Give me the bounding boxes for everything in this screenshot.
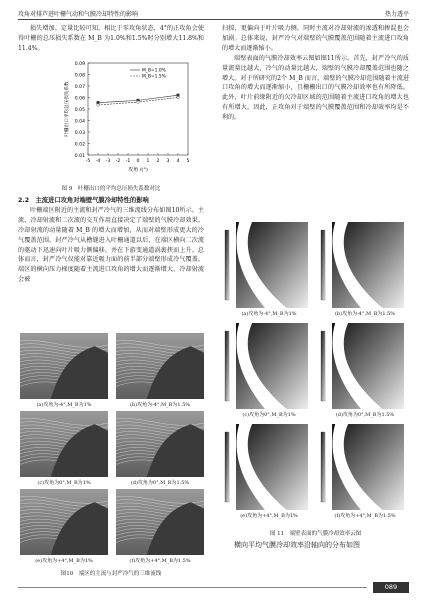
x-tick-label: 2 <box>156 159 160 164</box>
subfigure-label: (c)攻角为0°,M_B为1% <box>37 480 91 486</box>
x-axis-label: 攻角 /(°) <box>128 167 148 173</box>
x-tick-label: 5 <box>186 159 190 164</box>
x-tick-label: -5 <box>85 159 91 164</box>
section-heading: 2.2 主流进口攻角对端壁气膜冷却特性的影响 <box>18 197 149 204</box>
paragraph: 叶栅端区附近的主流和封严冷气的三维流线分布如图10所示。主流、冷却射流和二次流的交互作用直接决定了端壁的气膜冷却效果。冷却射流的动量随着 M_B 的增大而增加，从而对端壁形成更大的冷气覆盖范围。封严冷气从槽缝进入叶栅通道以后，在端区横向二次流的驱动下迅速向叶片吸力侧偏移，并在下游变通道涡裹挟而上升。总体而言，封严冷气仅能对靠近吸力面的前半部分端壁形成冷气覆盖。端区的横向压力梯度随着主流进口攻角的增大而逐渐增大，冷却射流会被 <box>18 206 204 284</box>
x-tick-label: 4 <box>176 159 180 164</box>
x-tick-label: 1 <box>146 159 150 164</box>
subfigure-label: (d)攻角为0°,M_B为1.5% <box>130 480 190 486</box>
loss-coefficient-chart <box>30 57 200 177</box>
right-column-bottom <box>222 541 409 551</box>
streamlines <box>116 333 204 399</box>
x-tick-label: 3 <box>166 159 170 164</box>
y-tick-label: 0.07 <box>74 84 85 90</box>
streamlines <box>116 489 204 555</box>
y-tick-label: 0.03 <box>74 130 85 136</box>
plot-frame <box>88 63 188 155</box>
data-point <box>137 101 140 104</box>
figure-10 <box>20 333 204 569</box>
figure-11 <box>222 222 409 526</box>
contour <box>222 323 308 409</box>
figure-9 <box>30 57 200 177</box>
subfigure-label: (a)攻角为-4°,M_B为1% <box>36 402 92 408</box>
y-axis-label: 叶栅出口平均总压损失系数 <box>65 81 70 137</box>
streamlines <box>116 411 204 477</box>
streamline-plot <box>20 489 108 555</box>
streamline-plot <box>116 489 204 555</box>
streamline-plot <box>20 333 108 399</box>
streamlines <box>20 489 108 555</box>
streamlines <box>20 333 108 399</box>
subfigure-label: (f)攻角为+4°,M_B为1.5% <box>334 513 396 519</box>
paragraph: 扫掠，更偏向于叶片吸力侧，同时主流对冷却射流的渗透和掺混也会加剧。总体来说，封严冷气对端壁的气膜覆盖范围随着主流进口攻角的增大而逐渐缩小。 <box>222 25 409 52</box>
paragraph: 端壁表面的气膜冷却效率云图如图11所示。首先，封严冷气的质量流量比越大，冷气的动量比越大，端壁的气膜冷却覆盖范围也随之增大。对于所研究的2个 M_B 而言，端壁的气膜冷却范围随着主流进口攻角的增大而逐渐缩小，且栅栅出口的气膜冷却效率也有所降低。此外，叶片前缘附近的欠冷却区域的范围随着主流进口攻角的增大也有所增大。因此，正攻角对于端壁的气膜覆盖范围和冷却效率均是不利的。 <box>222 54 409 122</box>
data-point <box>97 104 100 107</box>
paragraph: 损失增加。定量比较可知，相比于零攻角状态，4°的正攻角会使得叶栅的总压损失系数在 M_B 为1.0%和1.5%时分别增大11.8%和11.4%。 <box>18 25 204 52</box>
left-column-section <box>18 196 204 285</box>
x-tick-label: 0 <box>136 159 140 164</box>
footer-rule <box>18 587 367 588</box>
y-tick-label: 0.05 <box>74 107 85 113</box>
streamline-plot <box>116 333 204 399</box>
cooling-effectiveness-contour <box>222 222 308 308</box>
right-column-top <box>222 24 409 123</box>
cooling-effectiveness-contour <box>318 424 404 510</box>
subfigure-label: (e)攻角为+4°,M_B为1% <box>35 558 93 564</box>
cooling-effectiveness-contour <box>318 323 404 409</box>
cooling-effectiveness-contour <box>222 424 308 510</box>
y-tick-label: 0.09 <box>74 61 85 67</box>
y-tick-label: 0.08 <box>74 73 85 79</box>
x-tick-label: -1 <box>125 159 131 164</box>
figure-10-caption: 图10 端区的主流与封严冷气的三维流线 <box>60 571 162 577</box>
subfigure-label: (f)攻角为+4°,M_B为1.5% <box>129 558 191 564</box>
streamline-plot <box>116 411 204 477</box>
subfigure-label: (e)攻角为+4°,M_B为1% <box>240 513 298 519</box>
contour <box>318 222 404 308</box>
y-tick-label: 0.02 <box>74 142 85 148</box>
left-column-top <box>18 24 204 54</box>
figure-9-caption: 图 9 叶栅出口的平均总压损失系数对比 <box>61 186 161 192</box>
page-number: 089 <box>373 582 409 593</box>
streamlines <box>20 411 108 477</box>
journal-name: 热力透平 <box>384 11 409 18</box>
contour <box>222 424 308 510</box>
running-header <box>18 7 409 20</box>
y-tick-label: 0.01 <box>74 153 85 159</box>
subfigure-label: (c)攻角为0°,M_B为1% <box>242 412 296 418</box>
journal-title: 攻角对排芦进叶栅气动和气膜冷却特性的影响 <box>18 11 139 18</box>
x-tick-label: -2 <box>115 159 121 164</box>
cooling-effectiveness-contour <box>222 323 308 409</box>
subfigure-label: (a)攻角为-4°,M_B为1% <box>241 311 297 317</box>
streamline-plot <box>20 411 108 477</box>
figure-11-caption: 图 11 端壁表面的气膜冷却效率云图 <box>269 531 362 537</box>
cooling-effectiveness-contour <box>318 222 404 308</box>
paragraph: 横向平均气膜冷却效率沿轴向的分布如图 <box>234 541 360 549</box>
subfigure-label: (b)攻角为-4°,M_B为1.5% <box>129 402 191 408</box>
data-point <box>177 96 180 99</box>
y-tick-label: 0.04 <box>74 119 85 125</box>
contour <box>318 424 404 510</box>
legend-label: M_B=1.5% <box>142 74 166 80</box>
contour <box>222 222 308 308</box>
x-tick-label: -4 <box>95 159 101 164</box>
x-tick-label: -3 <box>105 159 111 164</box>
subfigure-label: (b)攻角为-4°,M_B为1.5% <box>334 311 396 317</box>
y-tick-label: 0.06 <box>74 96 85 102</box>
legend-label: M_B=1.0% <box>142 68 166 74</box>
contour <box>318 323 404 409</box>
subfigure-label: (d)攻角为0°,M_B为1.5% <box>335 412 395 418</box>
